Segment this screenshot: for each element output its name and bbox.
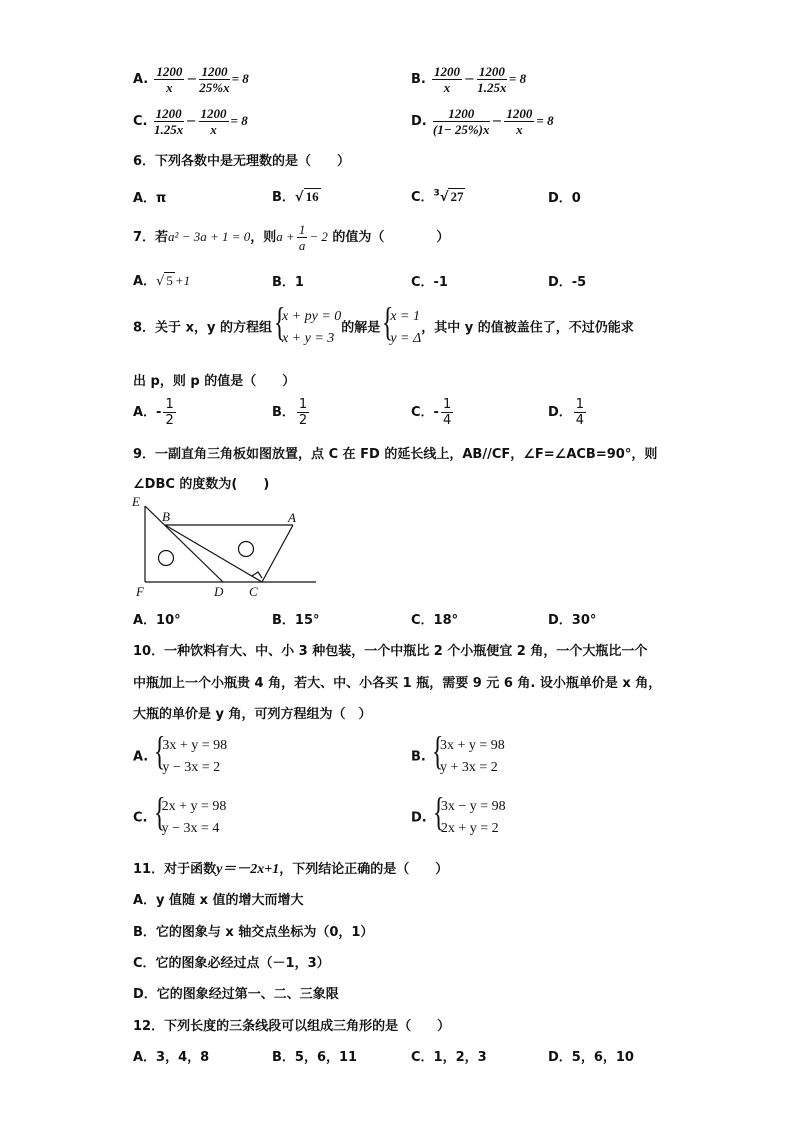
- q7-stem: 7．若a² − 3a + 1 = 0，则a + $\frac{1}{a}$ − 2 的值为（ ）: [133, 222, 450, 253]
- triangle-hole: [239, 542, 254, 557]
- q10-stem-line1: 10．一种饮料有大、中、小 3 种包装，一个中瓶比 2 个小瓶便宜 2 角，一个大瓶比一个: [133, 644, 648, 659]
- q12-option-a: A．3，4，8: [133, 1050, 210, 1065]
- q12-option-c: C．1，2，3: [411, 1050, 487, 1065]
- q6-stem: 6．下列各数中是无理数的是（ ）: [133, 154, 351, 169]
- cbrt: √ 27: [439, 189, 464, 205]
- equation-system: { 3x + y = 98 y − 3x = 2: [154, 728, 228, 775]
- q10-option-b: B. { 3x + y = 98 y + 3x = 2: [411, 735, 505, 779]
- label-f: F: [136, 584, 144, 599]
- q10-stem-line2: 中瓶加上一个小瓶贵 4 角，若大、中、小各买 1 瓶，需要 9 元 6 角. 设小瓶单价是 x 角，: [133, 676, 662, 691]
- q12-option-b: B．5，6，11: [272, 1050, 358, 1065]
- q5-option-a: A. $\frac{1200}{x}$ − $\frac{1200}{25\%x}$ = 8: [133, 64, 249, 95]
- fraction: $\frac{1200}{x}$: [156, 64, 183, 95]
- equation-system: { 2x + y = 98 y − 3x = 4: [153, 789, 227, 836]
- q8-option-d: D． $\frac{1}{4}$: [548, 397, 585, 428]
- q9-option-a: A．10°: [133, 613, 181, 628]
- fraction: $\frac{1200}{x}$: [434, 64, 460, 95]
- q7-option-b: B．1: [272, 275, 304, 290]
- sqrt: √ 5: [156, 273, 173, 289]
- q7-option-d: D．-5: [548, 275, 587, 290]
- triangle-hole: [159, 551, 174, 566]
- fraction: $\frac{1}{2}$: [165, 397, 174, 428]
- q10-stem-line3: 大瓶的单价是 y 角，可列方程组为（ ）: [133, 707, 372, 722]
- fraction: $\frac{1200}{25\%x}$: [199, 64, 230, 95]
- fraction: $\frac{1200}{x}$: [200, 106, 227, 137]
- q10-option-d: D. { 3x − y = 98 2x + y = 2: [411, 796, 506, 840]
- fraction: $\frac{1200}{1.25x}$: [154, 106, 184, 137]
- q5-option-b: B. $\frac{1200}{x}$ − $\frac{1200}{1.25x}$ = 8: [411, 64, 527, 95]
- q7-option-c: C．-1: [411, 275, 448, 290]
- q6-option-a: A．π: [133, 191, 167, 206]
- fraction: $\frac{1}{2}$: [298, 397, 308, 428]
- fraction: $\frac{1200}{x}$: [506, 106, 533, 137]
- q11-option-c: C．它的图象必经过点（－1，3）: [133, 956, 330, 971]
- segment-ac: [262, 525, 293, 582]
- q9-option-c: C．18°: [411, 613, 459, 628]
- fraction: $\frac{1}{4}$: [575, 397, 585, 428]
- q9-option-d: D．30°: [548, 613, 597, 628]
- equation-system: { x + py = 0 x + y = 3: [273, 299, 342, 346]
- q6-option-b: B．√ 16: [272, 189, 319, 205]
- segment-ed: [145, 506, 223, 582]
- sqrt: √ 16: [294, 189, 319, 205]
- q7-option-a: A．√ 5 +1: [133, 273, 191, 289]
- q11-option-a: A．y 值随 x 值的增大而增大: [133, 893, 304, 908]
- q9-stem-line2: ∠DBC 的度数为( ): [133, 477, 270, 492]
- equation-system: { 3x + y = 98 y + 3x = 2: [431, 728, 505, 775]
- q8-stem-line2: 出 p，则 p 的值是（ ）: [133, 374, 296, 389]
- q5-option-c: C. $\frac{1200}{1.25x}$ − $\frac{1200}{x}$ = 8: [133, 106, 248, 137]
- q10-option-c: C. { 2x + y = 98 y − 3x = 4: [133, 796, 226, 840]
- q12-stem: 12．下列长度的三条线段可以组成三角形的是（ ）: [133, 1019, 451, 1034]
- label-b: B: [162, 509, 170, 524]
- q12-option-d: D．5，6，10: [548, 1050, 634, 1065]
- q9-stem-line1: 9．一副直角三角板如图放置，点 C 在 FD 的延长线上，AB//CF，∠F=∠ACB=90°，则: [133, 447, 658, 462]
- label-a: A: [288, 510, 296, 525]
- fraction: $\frac{1200}{(1- 25\%)x}$: [432, 106, 490, 137]
- q8-stem: 8．关于 x，y 的方程组 { x + py = 0 x + y = 3 的解是 { x = 1 y = Δ ，其中 y 的值被盖住了，不过仍能求: [133, 306, 634, 350]
- q9-option-b: B．15°: [272, 613, 320, 628]
- label-e: E: [132, 494, 140, 509]
- q8-option-c: C．- $\frac{1}{4}$: [411, 397, 452, 428]
- q11-option-b: B．它的图象与 x 轴交点坐标为（0，1）: [133, 925, 374, 940]
- q6-option-c: C．$^3$√ 27: [411, 188, 464, 205]
- q10-option-a: A. { 3x + y = 98 y − 3x = 2: [133, 735, 227, 779]
- q11-option-d: D．它的图象经过第一、二、三象限: [133, 987, 339, 1002]
- label-c: C: [249, 584, 258, 599]
- equation-system: { x = 1 y = Δ: [382, 299, 422, 346]
- q8-option-b: B． $\frac{1}{2}$: [272, 397, 308, 428]
- label-d: D: [214, 584, 224, 599]
- fraction: $\frac{1200}{1.25x}$: [477, 64, 507, 95]
- fraction: $\frac{1}{4}$: [442, 397, 452, 428]
- q5-option-d: D. $\frac{1200}{(1- 25\%)x}$ − $\frac{1200}{x}$ = 8: [411, 106, 554, 137]
- equation-system: { 3x − y = 98 2x + y = 2: [432, 789, 506, 836]
- q11-stem: 11．对于函数y＝－2x+1，下列结论正确的是（ ）: [133, 862, 449, 877]
- q6-option-d: D．0: [548, 191, 581, 206]
- fraction: $\frac{1}{a}$: [298, 222, 306, 253]
- triangle-figure: [128, 494, 328, 602]
- q8-option-a: A．- $\frac{1}{2}$: [133, 397, 174, 428]
